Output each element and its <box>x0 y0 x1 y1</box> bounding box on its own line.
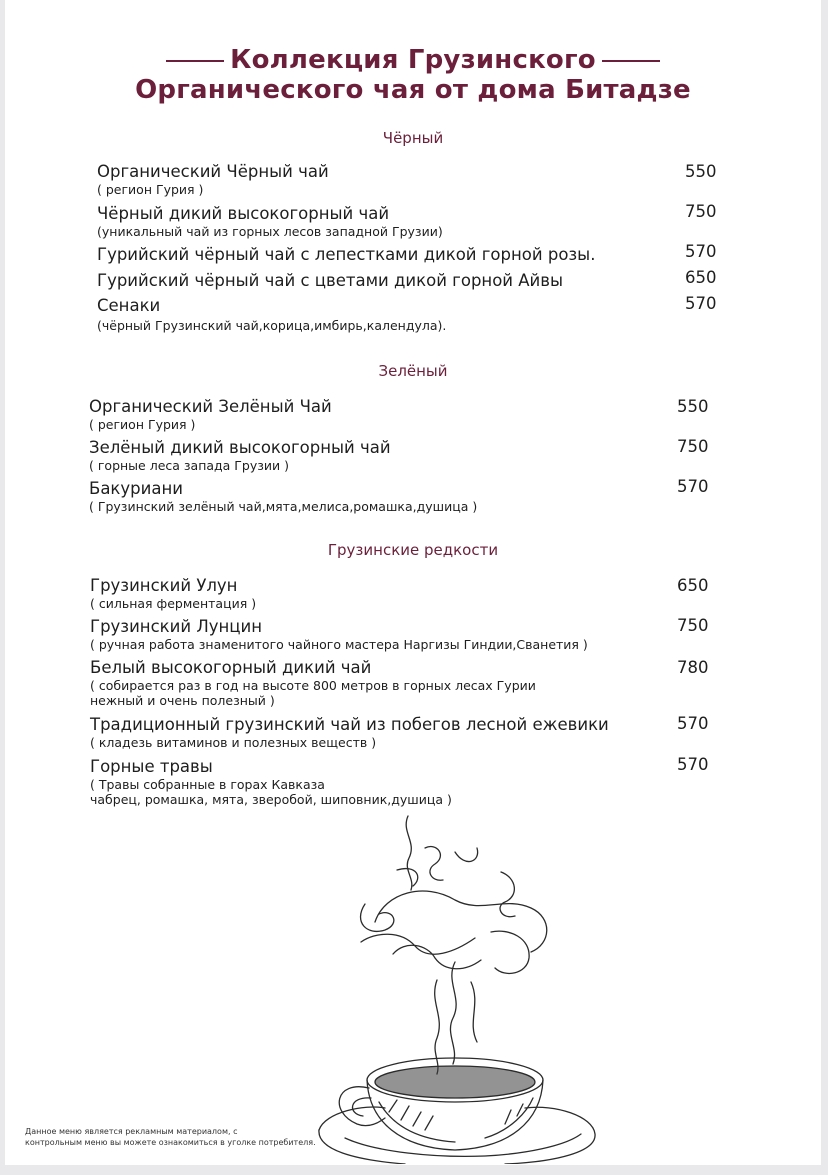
item-name: Чёрный дикий высокогорный чай <box>97 204 390 223</box>
menu-item <box>90 658 536 708</box>
menu-title-line2: Органического чая от дома Битадзе <box>135 75 691 105</box>
item-price: 550 <box>685 162 717 181</box>
item-note: ( ручная работа знаменитого чайного мастера Наргизы Гиндии,Сванетия ) <box>90 637 588 652</box>
item-name: Белый высокогорный дикий чай <box>90 658 372 677</box>
item-name: Зелёный дикий высокогорный чай <box>89 438 391 457</box>
item-price: 650 <box>677 576 709 595</box>
item-name: Грузинский Лунцин <box>90 617 263 636</box>
item-note: (уникальный чай из горных лесов западной Грузии) <box>97 224 443 239</box>
menu-item <box>90 617 588 652</box>
disclaimer-line: Данное меню является рекламным материалом, с <box>25 1127 238 1136</box>
item-name: Органический Чёрный чай <box>97 162 329 181</box>
item-price: 750 <box>677 437 709 456</box>
item-name: Традиционный грузинский чай из побегов лесной ежевики <box>90 715 609 734</box>
section-title-black: Чёрный <box>382 129 444 147</box>
title-rule-right <box>602 60 660 62</box>
item-price: 750 <box>677 616 709 635</box>
menu-item <box>90 715 609 750</box>
menu-item <box>97 271 563 291</box>
disclaimer-line: контрольным меню вы можете ознакомиться в уголке потребителя. <box>25 1138 316 1147</box>
item-name: Гурийский чёрный чай с цветами дикой горной Айвы <box>97 271 564 290</box>
item-note: чабрец, ромашка, мята, зверобой, шиповник,душица ) <box>90 792 452 807</box>
item-price: 550 <box>677 397 709 416</box>
item-name: Грузинский Улун <box>90 576 238 595</box>
item-note: ( сильная ферментация ) <box>90 596 257 611</box>
item-name: Бакуриани <box>89 479 183 498</box>
menu-page <box>5 0 821 1165</box>
item-name: Сенаки <box>97 296 161 315</box>
menu-item <box>89 479 477 514</box>
item-price: 570 <box>685 242 717 261</box>
menu-item <box>89 397 332 432</box>
item-price: 570 <box>677 755 709 774</box>
item-note: ( регион Гурия ) <box>89 417 196 432</box>
item-name: Горные травы <box>90 757 213 776</box>
menu-item <box>90 757 452 807</box>
menu-item <box>97 162 329 197</box>
item-note: (чёрный Грузинский чай,корица,имбирь,календула). <box>97 318 447 333</box>
menu-item <box>90 576 256 611</box>
item-name: Органический Зелёный Чай <box>89 397 332 416</box>
item-price: 570 <box>685 294 717 313</box>
item-note: ( Травы собранные в горах Кавказа <box>90 777 325 792</box>
item-price: 570 <box>677 477 709 496</box>
title-rule-left <box>166 60 224 62</box>
section-title-green: Зелёный <box>378 362 448 380</box>
menu-item <box>97 296 446 333</box>
item-note: ( собирается раз в год на высоте 800 метров в горных лесах Гурии <box>90 678 536 693</box>
teacup-steam-icon <box>305 812 605 1164</box>
item-price: 570 <box>677 714 709 733</box>
item-note: ( кладезь витаминов и полезных веществ ) <box>90 735 377 750</box>
menu-item <box>89 438 391 473</box>
item-name: Гурийский чёрный чай с лепестками дикой горной розы. <box>97 245 596 264</box>
disclaimer-note <box>25 1126 325 1148</box>
menu-title-line1: Коллекция Грузинского <box>5 44 821 76</box>
item-note: ( горные леса запада Грузии ) <box>89 458 290 473</box>
section-title-rarities: Грузинские редкости <box>327 541 499 559</box>
menu-item <box>97 245 595 265</box>
item-price: 780 <box>677 658 709 677</box>
item-price: 750 <box>685 202 717 221</box>
item-note: нежный и очень полезный ) <box>90 693 275 708</box>
menu-item <box>97 204 443 239</box>
item-note: ( Грузинский зелёный чай,мята,мелиса,ромашка,душица ) <box>89 499 478 514</box>
item-price: 650 <box>685 268 717 287</box>
item-note: ( регион Гурия ) <box>97 182 204 197</box>
